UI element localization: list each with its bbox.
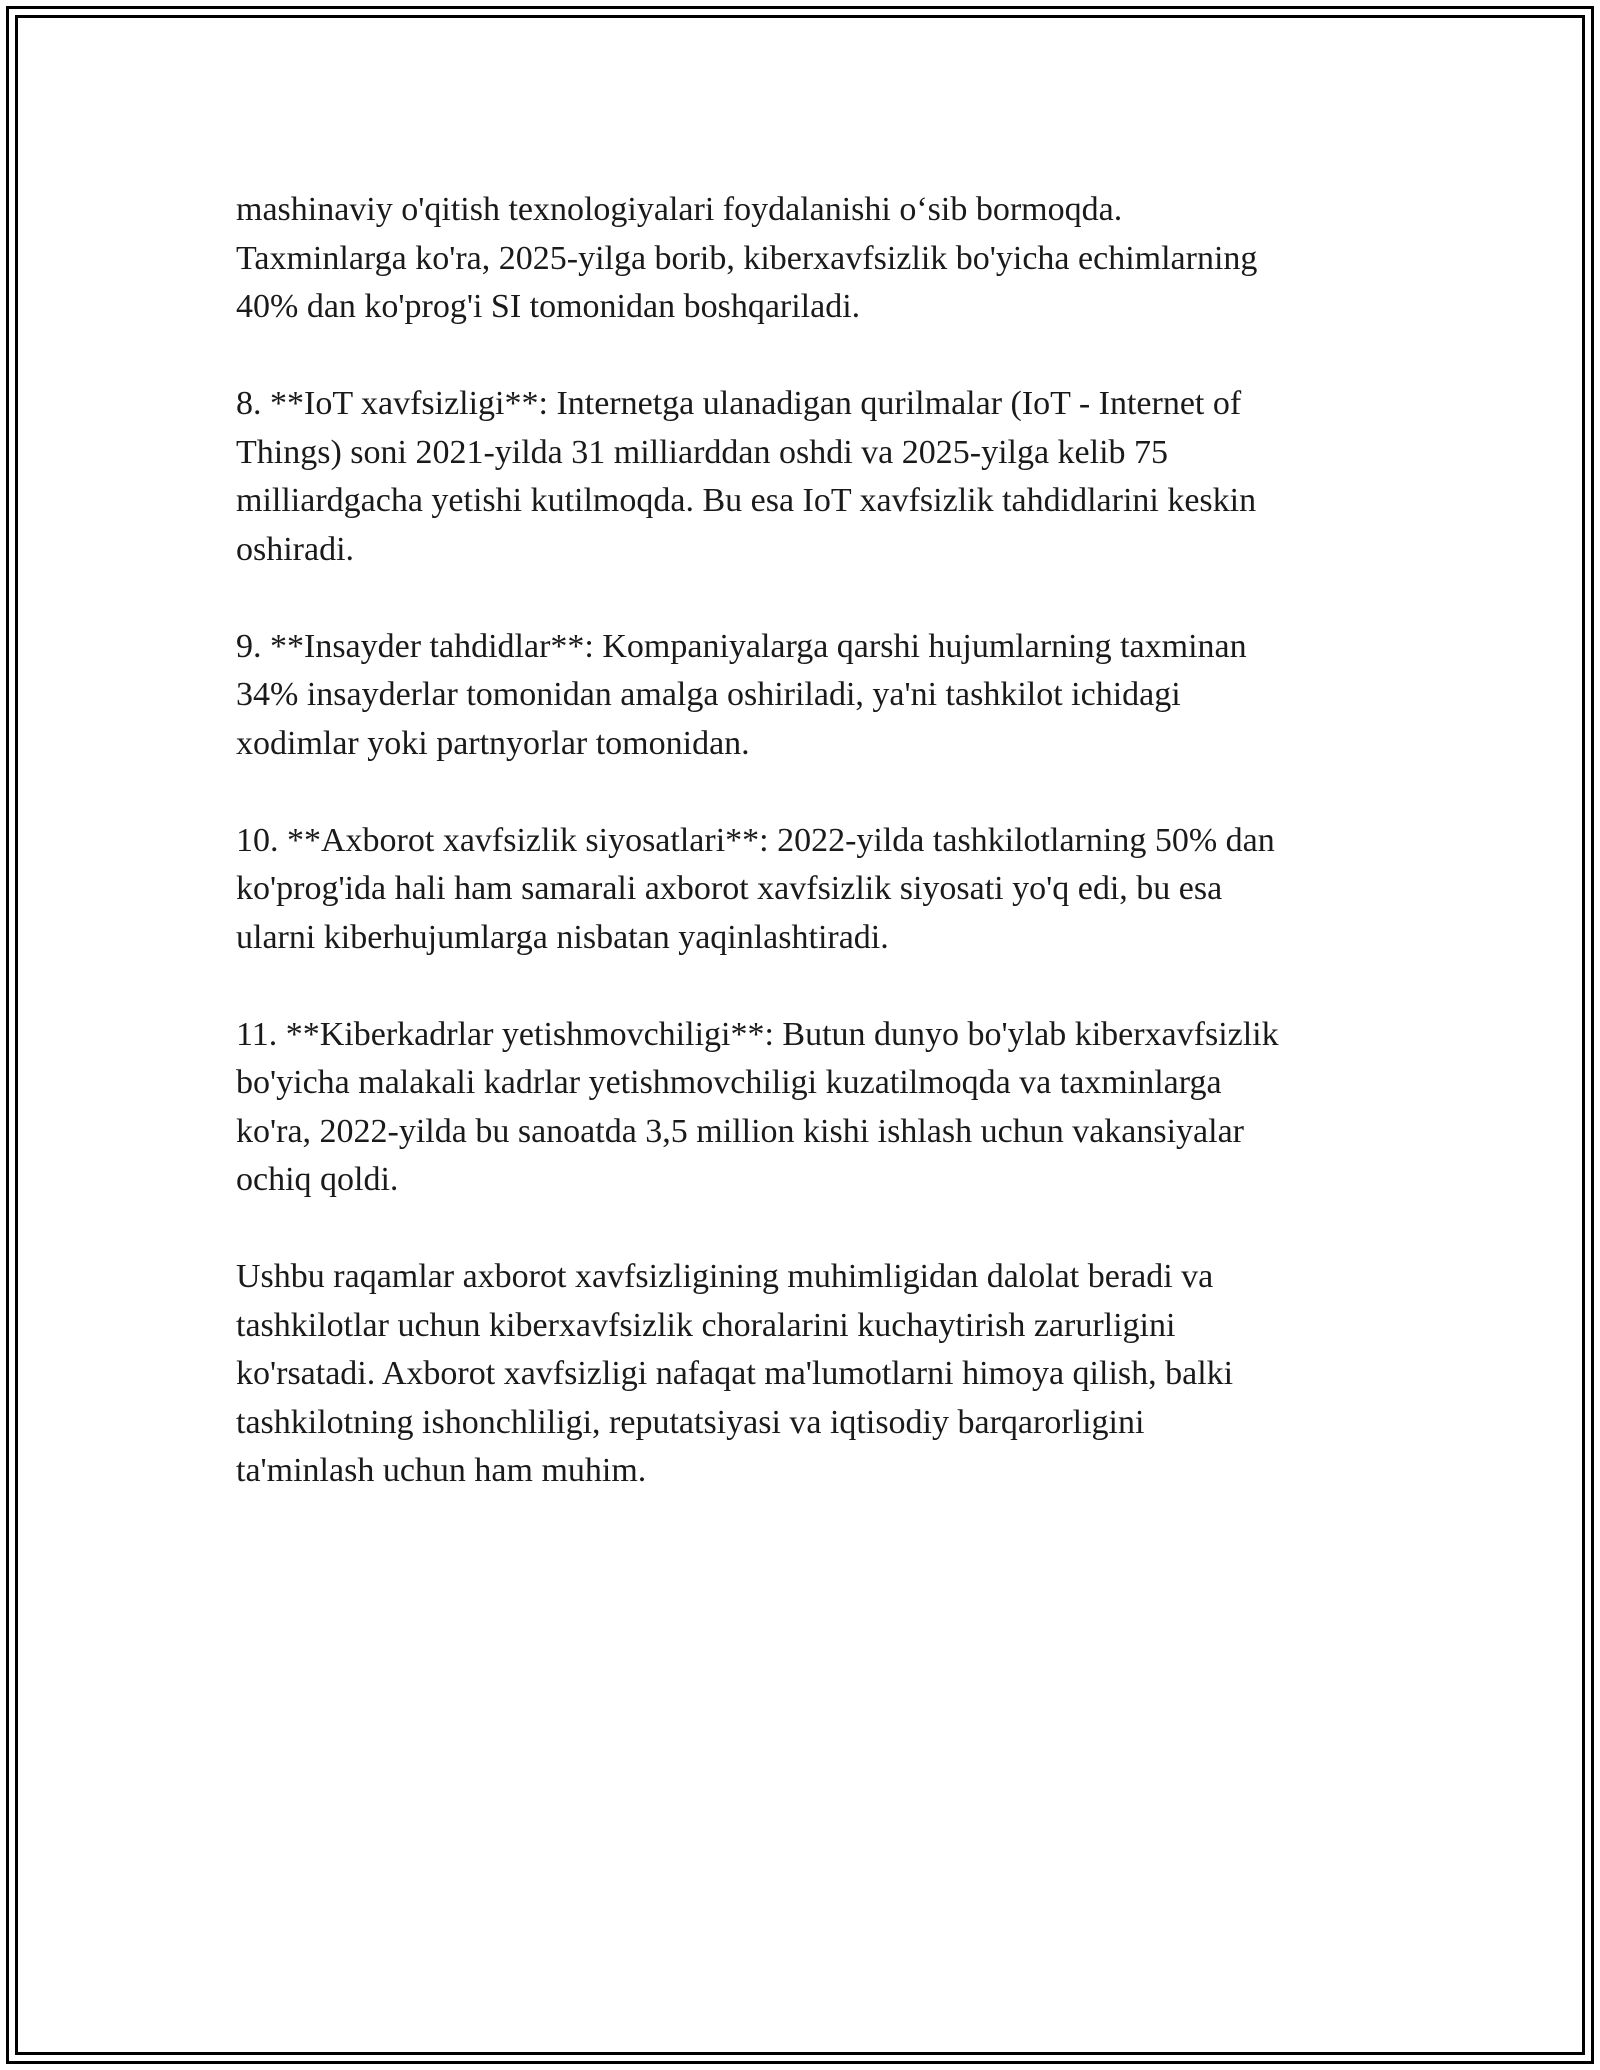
paragraph-intro-continuation: mashinaviy o'qitish texnologiyalari foydalanishi o‘sib bormoqda. Taxminlarga ko'ra, 2025-yilga borib, kiberxavfsizlik bo'yicha echimlarning 40% dan ko'prog'i SI tomonidan boshqariladi. xyxy=(236,191,1258,325)
paragraph-item-10-security-policies: 10. **Axborot xavfsizlik siyosatlari**: 2022-yilda tashkilotlarning 50% dan ko'prog'ida hali ham samarali axborot xavfsizlik siyosati yo'q edi, bu esa ularni kiberhujumlarga nisbatan yaqinlashtiradi. xyxy=(236,821,1275,956)
paragraph-item-11-cyber-staff-shortage: 11. **Kiberkadrlar yetishmovchiligi**: Butun dunyo bo'ylab kiberxavfsizlik bo'yicha malakali kadrlar yetishmovchiligi kuzatilmoqda va taxminlarga ko'ra, 2022-yilda bu sanoatda 3,5 million kishi ishlash uchun vakansiyalar ochiq qoldi. xyxy=(236,1015,1279,1198)
paragraph-item-9-insider-threats: 9. **Insayder tahdidlar**: Kompaniyalarga qarshi hujumlarning taxminan 34% insayderlar tomonidan amalga oshiriladi, ya'ni tashkilot ichidagi xodimlar yoki partnyorlar tomonidan. xyxy=(236,627,1247,762)
paragraph-conclusion: Ushbu raqamlar axborot xavfsizligining muhimligidan dalolat beradi va tashkilotlar uchun kiberxavfsizlik choralarini kuchaytirish zarurligini ko'rsatadi. Axborot xavfsizligi nafaqat ma'lumotlarni himoya qilish, balki tashkilotning ishonchliligi, reputatsiyasi va iqtisodiy barqarorligini ta'minlash uchun ham muhim. xyxy=(236,1258,1234,1489)
paragraph-item-8-iot-security: 8. **IoT xavfsizligi**: Internetga ulanadigan qurilmalar (IoT - Internet of Things) soni 2021-yilda 31 milliarddan oshdi va 2025-yilga kelib 75 milliardgacha yetishi kutilmoqda. Bu esa IoT xavfsizlik tahdidlarini keskin oshiradi. xyxy=(236,385,1257,568)
document-body xyxy=(236,186,1376,1496)
